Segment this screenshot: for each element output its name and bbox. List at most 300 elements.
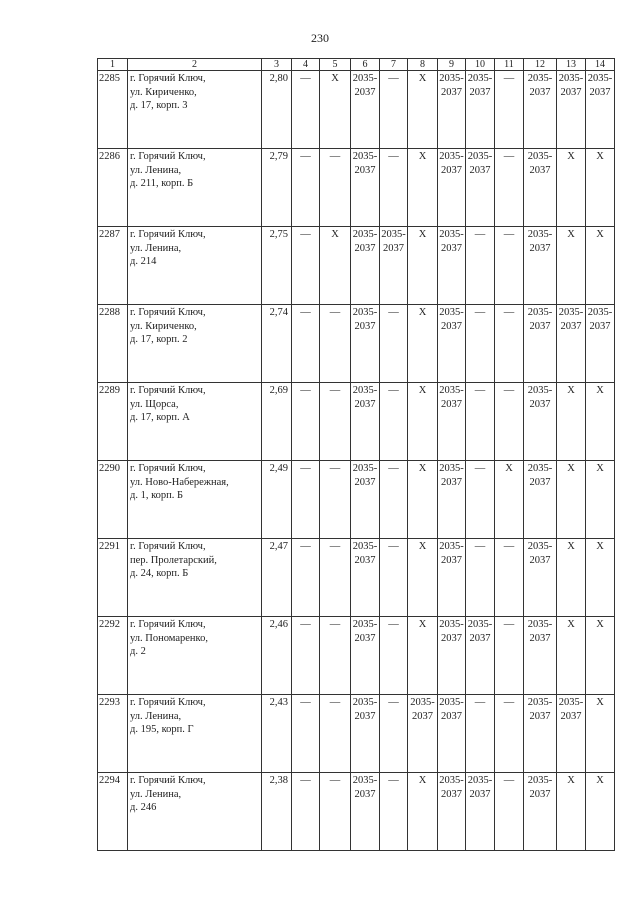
table-cell-col-11 <box>495 617 524 695</box>
table-cell-col-9 <box>438 773 466 851</box>
table-cell-col-3 <box>262 461 292 539</box>
table-cell-col-11 <box>495 227 524 305</box>
table-cell-col-1 <box>98 773 128 851</box>
table-cell-col-12 <box>524 461 557 539</box>
table-cell-col-4 <box>292 149 320 227</box>
table-cell-col-11 <box>495 149 524 227</box>
table-cell-col-8 <box>408 695 438 773</box>
table-cell-col-7 <box>380 71 408 149</box>
cell-text: — <box>388 541 399 552</box>
table-cell-col-3 <box>262 305 292 383</box>
cell-text: Х <box>331 73 339 84</box>
cell-text: 2,43 <box>269 697 288 708</box>
table-cell-col-14 <box>586 617 615 695</box>
table-cell-col-11 <box>495 461 524 539</box>
table-cell-col-9 <box>438 617 466 695</box>
table-cell-col-12 <box>524 773 557 851</box>
page-number: 230 <box>311 31 329 45</box>
table-cell-col-11 <box>495 773 524 851</box>
table-cell-col-14 <box>586 305 615 383</box>
cell-text: 2035- 2037 <box>352 307 378 332</box>
table-cell-col-7 <box>380 383 408 461</box>
table-row <box>98 773 615 851</box>
cell-text: — <box>503 775 515 786</box>
table-cell-col-4 <box>292 71 320 149</box>
cell-text: 2035- 2037 <box>352 775 378 800</box>
cell-text: 2286 <box>99 151 120 162</box>
table-body <box>98 71 615 851</box>
table-cell-col-7 <box>380 305 408 383</box>
cell-text: — <box>329 151 341 162</box>
cell-text: 2035- 2037 <box>439 697 464 722</box>
cell-text: 2,47 <box>269 541 288 552</box>
cell-text: — <box>329 307 341 318</box>
cell-text: 2035- 2037 <box>558 73 584 98</box>
table-cell-col-8 <box>408 149 438 227</box>
table-cell-col-5 <box>320 539 351 617</box>
cell-text: 2288 <box>99 307 120 318</box>
cell-text: г. Горячий Ключ, ул. Щорса, д. 17, корп. А <box>130 385 206 423</box>
cell-text: 2035- 2037 <box>467 73 493 98</box>
cell-text: — <box>300 541 311 552</box>
table-cell-col-11 <box>495 305 524 383</box>
table-row <box>98 71 615 149</box>
table-cell-col-10 <box>466 617 495 695</box>
cell-text: 2035- 2037 <box>381 229 406 254</box>
table-cell-col-10 <box>466 149 495 227</box>
cell-text: — <box>300 385 311 396</box>
cell-text: — <box>474 385 486 396</box>
cell-text: — <box>503 229 515 240</box>
column-header-1: 1 <box>98 59 128 71</box>
cell-text: Х <box>505 463 513 474</box>
cell-text: г. Горячий Ключ, ул. Пономаренко, д. 2 <box>130 619 208 657</box>
table-cell-col-8 <box>408 773 438 851</box>
table-cell-col-13 <box>557 461 586 539</box>
cell-text: — <box>388 775 399 786</box>
table-row <box>98 695 615 773</box>
table-cell-col-13 <box>557 539 586 617</box>
table-cell-col-4 <box>292 305 320 383</box>
cell-text: — <box>474 697 486 708</box>
cell-text: 2035- 2037 <box>352 229 378 254</box>
cell-text: Х <box>567 619 575 630</box>
cell-text: г. Горячий Ключ, ул. Кириченко, д. 17, корп. 2 <box>130 307 206 345</box>
cell-text: 2035- 2037 <box>439 229 464 254</box>
table-cell-col-2 <box>128 149 262 227</box>
cell-text: 2035- 2037 <box>467 775 493 800</box>
table-cell-col-13 <box>557 227 586 305</box>
cell-text: — <box>503 697 515 708</box>
cell-text: 2035- 2037 <box>558 307 584 332</box>
table-cell-col-10 <box>466 71 495 149</box>
cell-text: — <box>503 151 515 162</box>
cell-text: Х <box>596 463 604 474</box>
cell-text: 2,46 <box>269 619 288 630</box>
table-cell-col-14 <box>586 773 615 851</box>
table-cell-col-1 <box>98 71 128 149</box>
column-header-13: 13 <box>557 59 586 71</box>
table-cell-col-8 <box>408 305 438 383</box>
table-cell-col-14 <box>586 149 615 227</box>
cell-text: 2035- 2037 <box>352 619 378 644</box>
table-cell-col-12 <box>524 305 557 383</box>
table-cell-col-4 <box>292 539 320 617</box>
cell-text: 2035- 2037 <box>352 541 378 566</box>
housing-registry-table <box>97 58 615 851</box>
table-cell-col-6 <box>351 305 380 383</box>
table-cell-col-5 <box>320 149 351 227</box>
cell-text: 2035- 2037 <box>467 151 493 176</box>
cell-text: — <box>329 541 341 552</box>
cell-text: Х <box>418 151 427 162</box>
table-row <box>98 461 615 539</box>
cell-text: — <box>388 619 399 630</box>
table-row <box>98 383 615 461</box>
column-header-10: 10 <box>466 59 495 71</box>
table-cell-col-11 <box>495 71 524 149</box>
cell-text: Х <box>567 229 575 240</box>
cell-text: 2291 <box>99 541 120 552</box>
cell-text: г. Горячий Ключ, пер. Пролетарский, д. 24, корп. Б <box>130 541 217 579</box>
table-cell-col-11 <box>495 539 524 617</box>
table-cell-col-13 <box>557 773 586 851</box>
table-cell-col-8 <box>408 539 438 617</box>
table-cell-col-8 <box>408 227 438 305</box>
cell-text: Х <box>567 385 575 396</box>
cell-text: — <box>388 73 399 84</box>
cell-text: 2035- 2037 <box>527 151 553 176</box>
cell-text: — <box>503 541 515 552</box>
cell-text: 2035- 2037 <box>439 73 464 98</box>
cell-text: Х <box>596 385 604 396</box>
cell-text: г. Горячий Ключ, ул. Ново-Набережная, д. 1, корп. Б <box>130 463 229 501</box>
table-header <box>98 59 615 71</box>
cell-text: — <box>388 307 399 318</box>
cell-text: — <box>300 73 311 84</box>
table-cell-col-9 <box>438 305 466 383</box>
table-cell-col-5 <box>320 695 351 773</box>
table-cell-col-6 <box>351 617 380 695</box>
cell-text: 2,80 <box>269 73 288 84</box>
cell-text: — <box>503 385 515 396</box>
cell-text: Х <box>596 151 604 162</box>
cell-text: 2035- 2037 <box>439 463 464 488</box>
cell-text: Х <box>567 463 575 474</box>
table-cell-col-1 <box>98 227 128 305</box>
table-cell-col-13 <box>557 305 586 383</box>
table-cell-col-3 <box>262 71 292 149</box>
table-cell-col-6 <box>351 383 380 461</box>
cell-text: — <box>300 697 311 708</box>
column-header-9: 9 <box>438 59 466 71</box>
cell-text: 2290 <box>99 463 120 474</box>
table-cell-col-12 <box>524 227 557 305</box>
cell-text: 2,49 <box>269 463 288 474</box>
column-header-3: 3 <box>262 59 292 71</box>
cell-text: — <box>300 775 311 786</box>
cell-text: Х <box>567 151 575 162</box>
cell-text: 2035- 2037 <box>527 697 553 722</box>
table-cell-col-5 <box>320 71 351 149</box>
table-cell-col-10 <box>466 227 495 305</box>
table-cell-col-2 <box>128 695 262 773</box>
cell-text: — <box>300 151 311 162</box>
table-cell-col-12 <box>524 695 557 773</box>
cell-text: Х <box>418 619 427 630</box>
cell-text: Х <box>418 307 427 318</box>
table-cell-col-2 <box>128 539 262 617</box>
table-cell-col-4 <box>292 461 320 539</box>
cell-text: — <box>388 385 399 396</box>
table-cell-col-7 <box>380 695 408 773</box>
cell-text: 2035- 2037 <box>352 73 378 98</box>
cell-text: — <box>300 229 311 240</box>
table-cell-col-7 <box>380 617 408 695</box>
table-cell-col-2 <box>128 305 262 383</box>
cell-text: Х <box>596 541 604 552</box>
table-cell-col-11 <box>495 695 524 773</box>
cell-text: 2035- 2037 <box>527 619 553 644</box>
cell-text: Х <box>596 619 604 630</box>
table-cell-col-9 <box>438 539 466 617</box>
table-cell-col-7 <box>380 227 408 305</box>
table-cell-col-14 <box>586 461 615 539</box>
cell-text: 2035- 2037 <box>352 151 378 176</box>
table-cell-col-2 <box>128 383 262 461</box>
cell-text: 2035- 2037 <box>558 697 584 722</box>
table-cell-col-5 <box>320 773 351 851</box>
cell-text: 2035- 2037 <box>410 697 435 722</box>
cell-text: г. Горячий Ключ, ул. Ленина, д. 195, корп. Г <box>130 697 206 735</box>
table-cell-col-3 <box>262 383 292 461</box>
table-cell-col-7 <box>380 539 408 617</box>
table-cell-col-10 <box>466 695 495 773</box>
cell-text: — <box>503 619 515 630</box>
table-cell-col-12 <box>524 149 557 227</box>
table-cell-col-1 <box>98 539 128 617</box>
cell-text: г. Горячий Ключ, ул. Ленина, д. 246 <box>130 775 206 813</box>
table-cell-col-8 <box>408 383 438 461</box>
cell-text: 2035- 2037 <box>587 73 613 98</box>
table-cell-col-14 <box>586 227 615 305</box>
cell-text: — <box>503 73 515 84</box>
cell-text: 2035- 2037 <box>352 385 378 410</box>
cell-text: — <box>329 775 341 786</box>
table-cell-col-14 <box>586 383 615 461</box>
cell-text: 2289 <box>99 385 120 396</box>
cell-text: — <box>474 463 486 474</box>
table-cell-col-9 <box>438 149 466 227</box>
cell-text: 2035- 2037 <box>527 229 553 254</box>
table-cell-col-5 <box>320 461 351 539</box>
cell-text: Х <box>567 541 575 552</box>
table-cell-col-14 <box>586 539 615 617</box>
table-cell-col-7 <box>380 149 408 227</box>
table-cell-col-5 <box>320 305 351 383</box>
cell-text: — <box>329 385 341 396</box>
table-row <box>98 149 615 227</box>
table-row <box>98 617 615 695</box>
cell-text: 2035- 2037 <box>439 307 464 332</box>
table-cell-col-6 <box>351 149 380 227</box>
table-cell-col-13 <box>557 383 586 461</box>
table-cell-col-10 <box>466 305 495 383</box>
cell-text: — <box>388 463 399 474</box>
cell-text: — <box>388 151 399 162</box>
table-cell-col-11 <box>495 383 524 461</box>
cell-text: 2035- 2037 <box>439 619 464 644</box>
table-cell-col-2 <box>128 773 262 851</box>
cell-text: — <box>300 463 311 474</box>
table-cell-col-1 <box>98 383 128 461</box>
table-row <box>98 539 615 617</box>
table-cell-col-4 <box>292 695 320 773</box>
cell-text: 2035- 2037 <box>439 775 464 800</box>
cell-text: — <box>474 307 486 318</box>
cell-text: — <box>300 307 311 318</box>
cell-text: — <box>474 541 486 552</box>
column-header-11: 11 <box>495 59 524 71</box>
column-header-14: 14 <box>586 59 615 71</box>
cell-text: 2035- 2037 <box>587 307 613 332</box>
table-cell-col-9 <box>438 227 466 305</box>
cell-text: 2035- 2037 <box>467 619 493 644</box>
table-cell-col-1 <box>98 695 128 773</box>
table-cell-col-7 <box>380 461 408 539</box>
table-cell-col-12 <box>524 617 557 695</box>
table-cell-col-4 <box>292 227 320 305</box>
cell-text: Х <box>567 775 575 786</box>
table-row <box>98 305 615 383</box>
table-cell-col-1 <box>98 149 128 227</box>
table-cell-col-4 <box>292 383 320 461</box>
table-cell-col-10 <box>466 539 495 617</box>
table-cell-col-6 <box>351 71 380 149</box>
cell-text: Х <box>331 229 339 240</box>
table-cell-col-4 <box>292 617 320 695</box>
cell-text: 2035- 2037 <box>439 151 464 176</box>
table-cell-col-14 <box>586 695 615 773</box>
table-cell-col-7 <box>380 773 408 851</box>
column-number-row <box>98 59 615 71</box>
cell-text: Х <box>418 463 427 474</box>
table-row <box>98 227 615 305</box>
column-header-5: 5 <box>320 59 351 71</box>
table-cell-col-6 <box>351 773 380 851</box>
cell-text: Х <box>418 229 427 240</box>
cell-text: 2287 <box>99 229 120 240</box>
cell-text: — <box>503 307 515 318</box>
cell-text: 2,75 <box>269 229 288 240</box>
table-cell-col-2 <box>128 617 262 695</box>
cell-text: 2035- 2037 <box>527 73 553 98</box>
cell-text: Х <box>418 541 427 552</box>
column-header-8: 8 <box>408 59 438 71</box>
table-cell-col-2 <box>128 461 262 539</box>
table-cell-col-3 <box>262 617 292 695</box>
cell-text: — <box>474 229 486 240</box>
table-cell-col-3 <box>262 773 292 851</box>
cell-text: 2035- 2037 <box>527 775 553 800</box>
cell-text: 2292 <box>99 619 120 630</box>
table-cell-col-1 <box>98 461 128 539</box>
cell-text: 2294 <box>99 775 120 786</box>
cell-text: г. Горячий Ключ, ул. Кириченко, д. 17, корп. 3 <box>130 73 206 111</box>
cell-text: Х <box>596 229 604 240</box>
column-header-7: 7 <box>380 59 408 71</box>
column-header-4: 4 <box>292 59 320 71</box>
table-cell-col-10 <box>466 773 495 851</box>
cell-text: 2035- 2037 <box>527 541 553 566</box>
cell-text: 2035- 2037 <box>527 307 553 332</box>
cell-text: 2035- 2037 <box>439 541 464 566</box>
cell-text: Х <box>596 775 604 786</box>
table-cell-col-13 <box>557 617 586 695</box>
table-cell-col-9 <box>438 71 466 149</box>
table-cell-col-1 <box>98 617 128 695</box>
table-cell-col-12 <box>524 383 557 461</box>
table-cell-col-8 <box>408 461 438 539</box>
table-cell-col-3 <box>262 149 292 227</box>
table-cell-col-10 <box>466 461 495 539</box>
table-cell-col-6 <box>351 695 380 773</box>
cell-text: 2035- 2037 <box>527 385 553 410</box>
cell-text: 2,74 <box>269 307 288 318</box>
cell-text: — <box>329 463 341 474</box>
cell-text: — <box>329 697 341 708</box>
table-cell-col-6 <box>351 539 380 617</box>
table-cell-col-1 <box>98 305 128 383</box>
table-cell-col-8 <box>408 617 438 695</box>
table-cell-col-6 <box>351 461 380 539</box>
table-cell-col-6 <box>351 227 380 305</box>
table-cell-col-4 <box>292 773 320 851</box>
cell-text: Х <box>418 73 427 84</box>
cell-text: 2,69 <box>269 385 288 396</box>
cell-text: 2,38 <box>269 775 288 786</box>
table-cell-col-12 <box>524 71 557 149</box>
table-cell-col-3 <box>262 695 292 773</box>
table-cell-col-2 <box>128 227 262 305</box>
table-cell-col-13 <box>557 149 586 227</box>
table-cell-col-12 <box>524 539 557 617</box>
table-cell-col-5 <box>320 617 351 695</box>
column-header-6: 6 <box>351 59 380 71</box>
column-header-2: 2 <box>128 59 262 71</box>
cell-text: г. Горячий Ключ, ул. Ленина, д. 214 <box>130 229 206 267</box>
cell-text: Х <box>596 697 604 708</box>
table-cell-col-5 <box>320 383 351 461</box>
cell-text: 2035- 2037 <box>352 697 378 722</box>
table-cell-col-10 <box>466 383 495 461</box>
cell-text: 2285 <box>99 73 120 84</box>
cell-text: 2035- 2037 <box>352 463 378 488</box>
table-cell-col-2 <box>128 71 262 149</box>
cell-text: — <box>329 619 341 630</box>
cell-text: — <box>388 697 399 708</box>
table-cell-col-3 <box>262 227 292 305</box>
table-cell-col-14 <box>586 71 615 149</box>
cell-text: 2035- 2037 <box>439 385 464 410</box>
cell-text: 2293 <box>99 697 120 708</box>
table-cell-col-8 <box>408 71 438 149</box>
table-cell-col-9 <box>438 461 466 539</box>
column-header-12: 12 <box>524 59 557 71</box>
cell-text: Х <box>418 775 427 786</box>
cell-text: 2035- 2037 <box>527 463 553 488</box>
cell-text: 2,79 <box>269 151 288 162</box>
